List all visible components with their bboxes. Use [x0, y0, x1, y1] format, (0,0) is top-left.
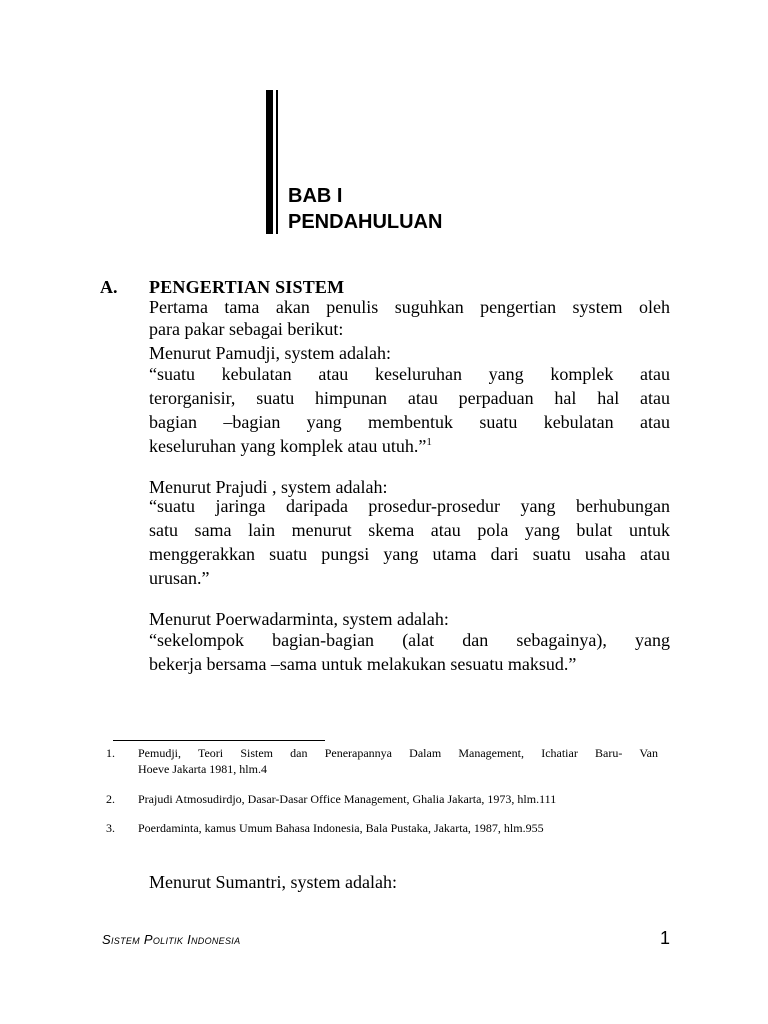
chapter-title: PENDAHULUAN	[288, 211, 443, 233]
footnote-number: 2.	[106, 792, 115, 806]
quote-line: “suatu kebulatan atau keseluruhan yang komplek atau	[149, 364, 670, 384]
quote-line: bagian –bagian yang membentuk suatu kebulatan atau	[149, 412, 670, 432]
chapter-number: BAB I	[288, 185, 343, 207]
footer-title: Sistem Politik Indonesia	[102, 932, 241, 947]
chapter-bar-thick	[266, 90, 273, 234]
definition-heading: Menurut Pamudji, system adalah:	[149, 343, 391, 363]
quote-line: menggerakkan suatu pungsi yang utama dari suatu usaha atau	[149, 544, 670, 564]
footnote-text	[138, 820, 658, 836]
quote-line-text: keseluruhan yang komplek atau utuh.”	[149, 436, 427, 456]
footnote-separator	[113, 740, 325, 741]
footnote-text	[138, 745, 658, 777]
quote-line: urusan.”	[149, 568, 210, 588]
footnote-line: Pemudji, Teori Sistem dan Penerapannya Dalam Management, Ichatiar Baru- Van	[138, 746, 658, 760]
section-letter: A.	[100, 277, 118, 297]
section-title: PENGERTIAN SISTEM	[149, 277, 345, 297]
footnote-number: 1.	[106, 746, 115, 760]
definition-heading: Menurut Prajudi , system adalah:	[149, 477, 388, 497]
quote-line: satu sama lain menurut skema atau pola yang bulat untuk	[149, 520, 670, 540]
definition-quote	[149, 494, 670, 590]
definition-heading: Menurut Sumantri, system adalah:	[149, 872, 397, 892]
footnote-text	[138, 791, 658, 807]
quote-line: “suatu jaringa daripada prosedur-prosedur yang berhubungan	[149, 496, 670, 516]
page-number: 1	[660, 928, 671, 948]
footnote-line: Prajudi Atmosudirdjo, Dasar-Dasar Office Management, Ghalia Jakarta, 1973, hlm.111	[138, 792, 557, 806]
intro-line: Pertama tama akan penulis suguhkan pengertian system oleh	[149, 297, 670, 317]
quote-line: bekerja bersama –sama untuk melakukan sesuatu maksud.”	[149, 654, 577, 674]
intro-paragraph	[149, 296, 670, 340]
definition-heading: Menurut Poerwadarminta, system adalah:	[149, 609, 449, 629]
quote-line: terorganisir, suatu himpunan atau perpaduan hal hal atau	[149, 388, 670, 408]
footnote-number: 3.	[106, 821, 115, 835]
footnote-ref: 1	[426, 436, 432, 448]
quote-line	[149, 434, 670, 458]
definition-quote	[149, 362, 670, 458]
definition-quote	[149, 628, 670, 676]
intro-line: para pakar sebagai berikut:	[149, 319, 344, 339]
footnote-line: Poerdaminta, kamus Umum Bahasa Indonesia, Bala Pustaka, Jakarta, 1987, hlm.955	[138, 821, 544, 835]
quote-line: “sekelompok bagian-bagian (alat dan sebagainya), yang	[149, 630, 670, 650]
chapter-bar-thin	[276, 90, 278, 234]
footnote-line: Hoeve Jakarta 1981, hlm.4	[138, 762, 267, 776]
